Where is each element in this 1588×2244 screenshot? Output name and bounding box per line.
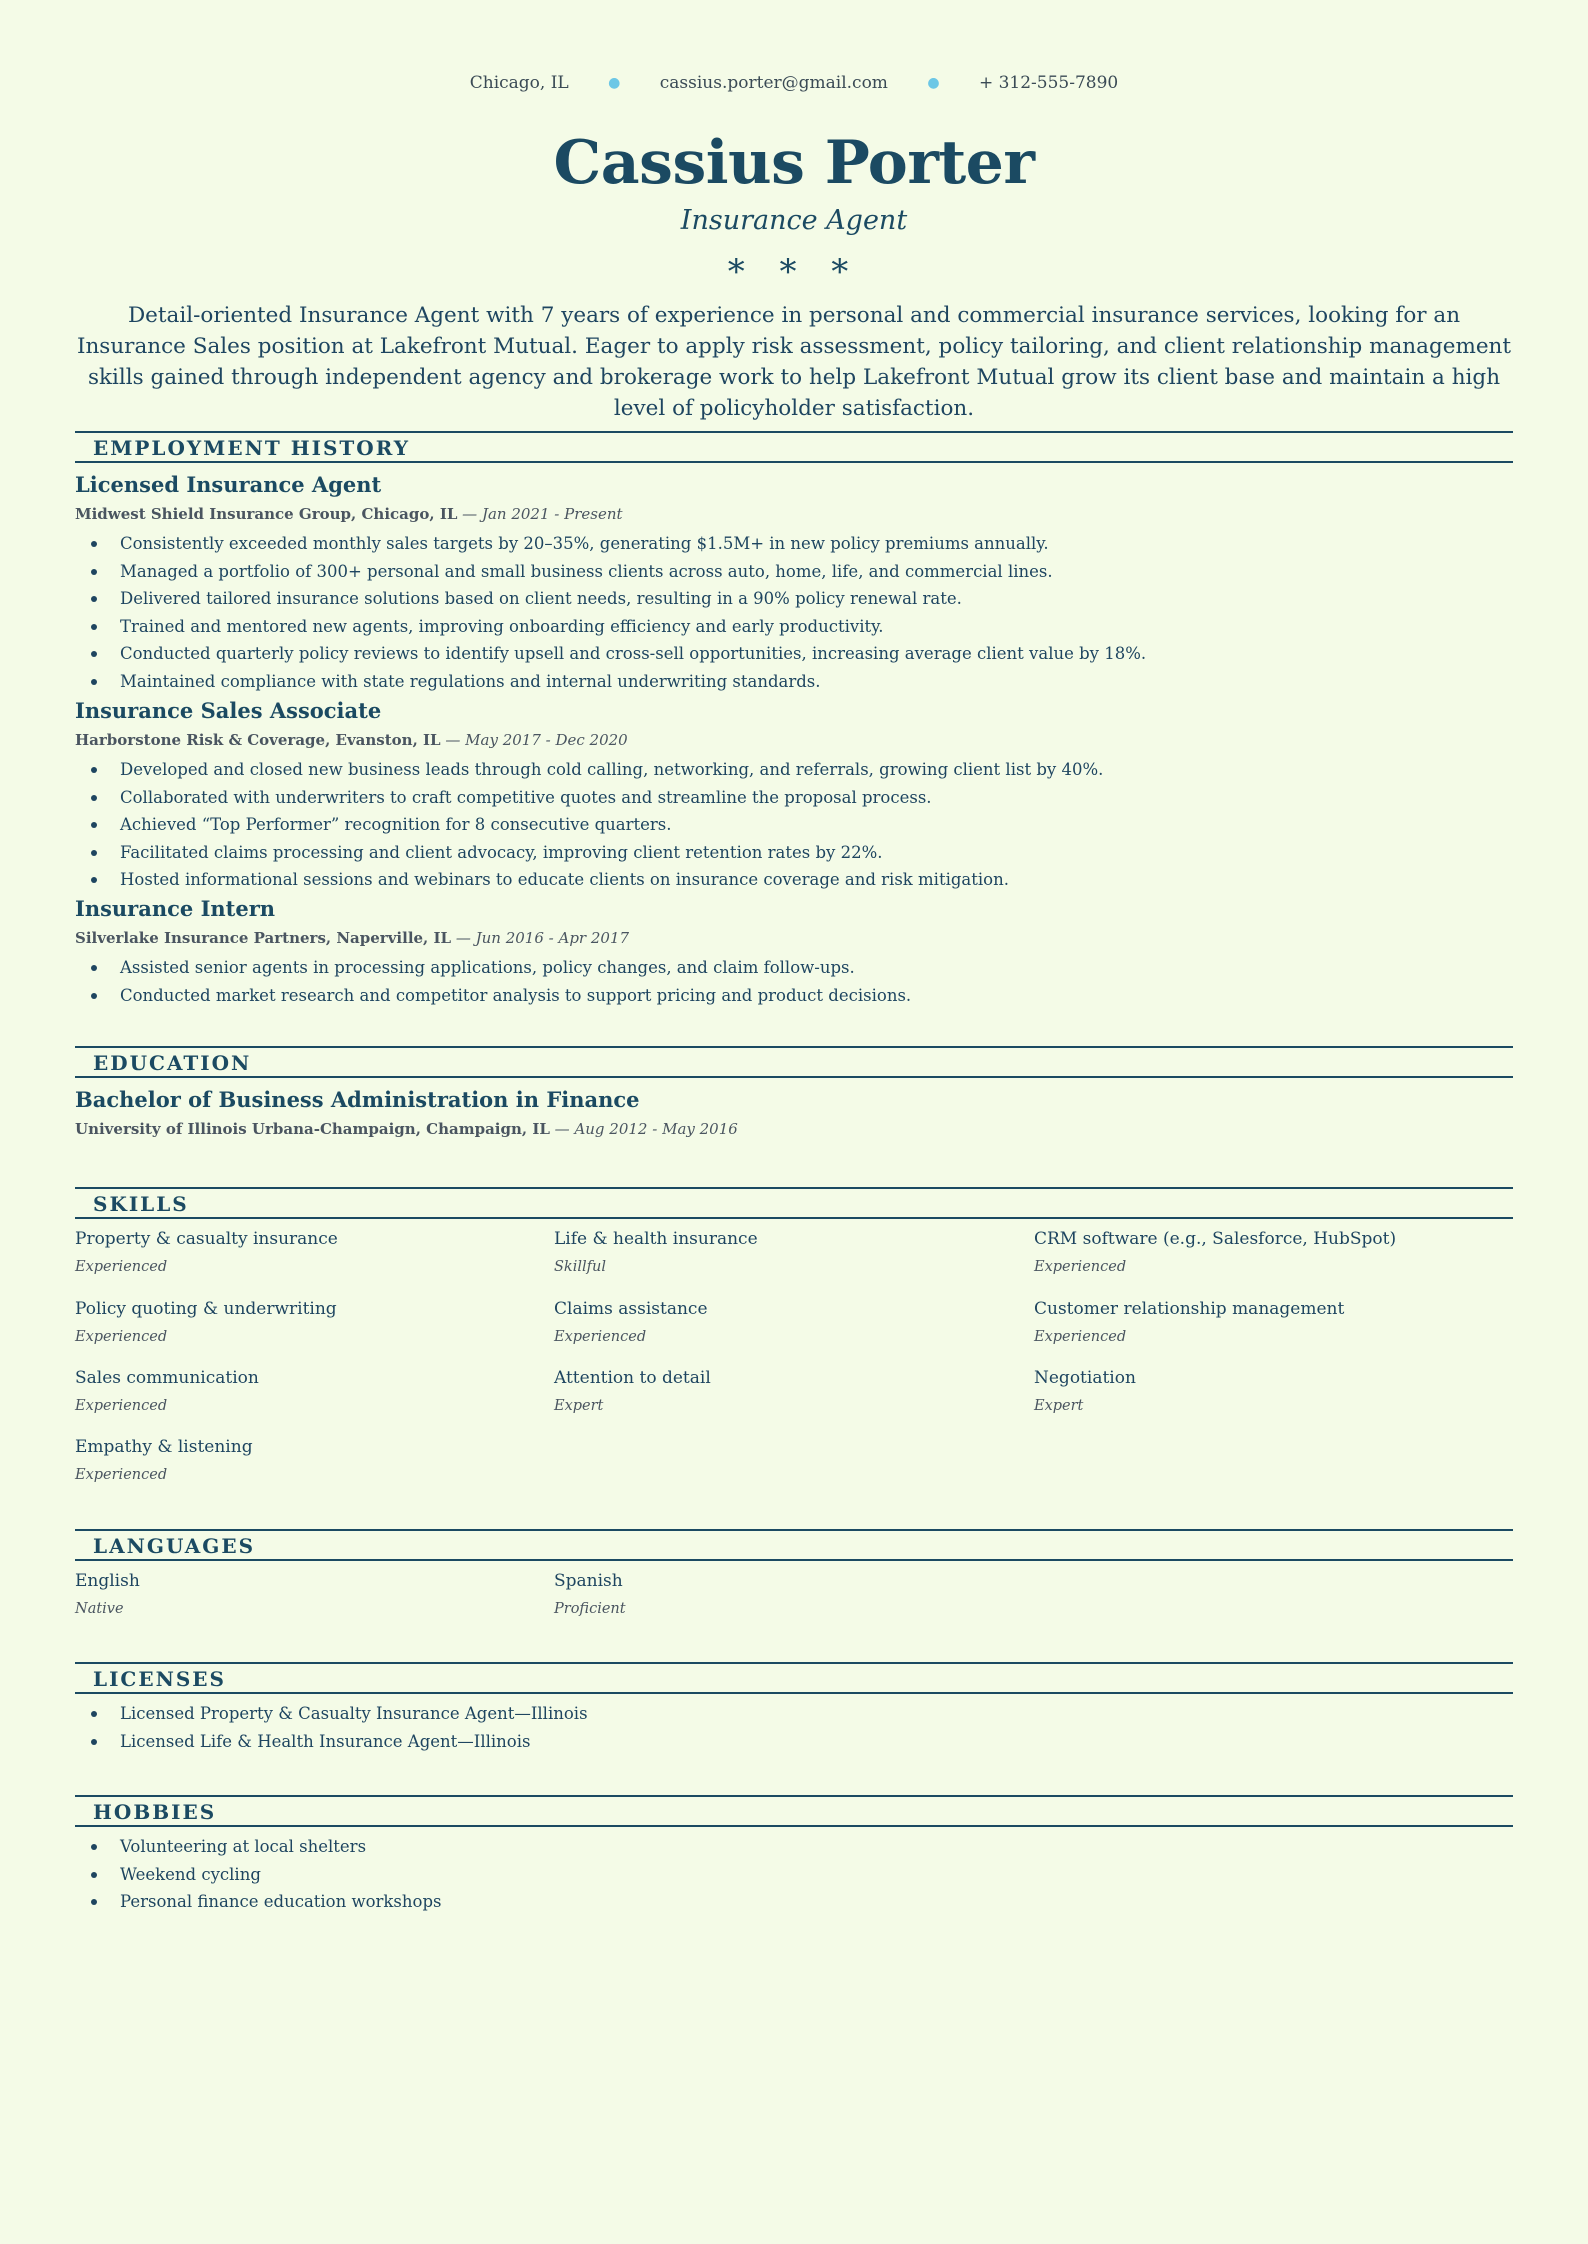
section-title: LICENSES <box>93 1667 226 1691</box>
candidate-name: Cassius Porter <box>553 128 1035 198</box>
section-header-employment <box>75 431 1513 463</box>
skill-item <box>1034 1299 1494 1345</box>
skill-item <box>75 1299 535 1345</box>
skill-item <box>75 1437 535 1483</box>
list-item: Conducted quarterly policy reviews to identify upsell and cross-sell opportunities, increasing average client value by 18%. <box>75 640 1146 668</box>
section-title: EMPLOYMENT HISTORY <box>93 436 410 460</box>
list-item: Facilitated claims processing and client advocacy, improving client retention rates by 22%. <box>75 839 1103 867</box>
list-item: Managed a portfolio of 300+ personal and small business clients across auto, home, life, and commercial lines. <box>75 558 1146 586</box>
section-header-languages <box>75 1529 1513 1561</box>
contact-bar <box>75 72 1513 93</box>
skill-level: Experienced <box>75 1398 168 1414</box>
job-dates: — Jan 2021 - Present <box>462 505 623 523</box>
section-title: SKILLS <box>93 1192 189 1216</box>
section-title: LANGUAGES <box>93 1534 256 1558</box>
job-company: Harborstone Risk & Coverage, Evanston, IL <box>75 731 441 749</box>
job-title: Insurance Intern <box>75 896 276 921</box>
skill-item <box>75 1368 535 1414</box>
job-company: Midwest Shield Insurance Group, Chicago, IL <box>75 505 458 523</box>
degree-title: Bachelor of Business Administration in Finance <box>75 1087 640 1112</box>
job-bullets <box>75 954 911 1009</box>
skill-level: Expert <box>1034 1398 1084 1414</box>
job-company: Silverlake Insurance Partners, Naperville, IL <box>75 929 452 947</box>
skill-name: Empathy & listening <box>75 1437 253 1457</box>
list-item: Collaborated with underwriters to craft competitive quotes and streamline the proposal process. <box>75 784 1103 812</box>
list-item: Achieved “Top Performer” recognition for 8 consecutive quarters. <box>75 811 1103 839</box>
skill-name: Property & casualty insurance <box>75 1229 338 1249</box>
section-header-hobbies <box>75 1795 1513 1827</box>
contact-email[interactable]: cassius.porter@gmail.com <box>659 72 888 93</box>
skill-name: Claims assistance <box>554 1299 708 1319</box>
list-item: Conducted market research and competitor analysis to support pricing and product decisions. <box>75 982 911 1010</box>
skill-item <box>1034 1368 1494 1414</box>
list-item: Personal finance education workshops <box>75 1888 442 1916</box>
job-meta <box>75 929 629 947</box>
skill-level: Experienced <box>1034 1329 1127 1345</box>
list-item: Delivered tailored insurance solutions based on client needs, resulting in a 90% policy renewal rate. <box>75 585 1146 613</box>
contact-phone[interactable]: + 312-555-7890 <box>978 72 1119 93</box>
list-item: Consistently exceeded monthly sales targets by 20–35%, generating $1.5M+ in new policy premiums annually. <box>75 530 1146 558</box>
skill-level: Experienced <box>75 1329 168 1345</box>
skill-level: Experienced <box>75 1259 168 1275</box>
job-title: Insurance Sales Associate <box>75 698 382 723</box>
candidate-title: Insurance Agent <box>680 205 908 236</box>
list-item: Licensed Life & Health Insurance Agent—Illinois <box>75 1728 588 1756</box>
skill-name: Life & health insurance <box>554 1229 758 1249</box>
list-item: Maintained compliance with state regulations and internal underwriting standards. <box>75 668 1146 696</box>
language-level: Native <box>75 1601 124 1617</box>
list-item: Trained and mentored new agents, improving onboarding efficiency and early productivity. <box>75 613 1146 641</box>
section-header-licenses <box>75 1662 1513 1694</box>
list-item: Volunteering at local shelters <box>75 1833 442 1861</box>
job-bullets <box>75 756 1103 894</box>
profile-summary: Detail-oriented Insurance Agent with 7 years of experience in personal and commercial insurance services, looking for an Insurance Sales position at Lakefront Mutual. Eager to apply risk assessment, policy tailoring, and client relationship management skills gained through independent agency and brokerage work to help Lakefront Mutual grow its client base and maintain a high level of policyholder satisfaction. <box>76 303 1512 421</box>
skill-level: Expert <box>554 1398 604 1414</box>
section-header-education <box>75 1046 1513 1078</box>
job-dates: — Jun 2016 - Apr 2017 <box>455 929 630 947</box>
skill-name: Sales communication <box>75 1368 259 1388</box>
licenses-list <box>75 1700 588 1755</box>
language-level: Proficient <box>554 1601 626 1617</box>
skill-name: Customer relationship management <box>1034 1299 1345 1319</box>
section-title: EDUCATION <box>93 1051 252 1075</box>
skill-item <box>75 1229 535 1275</box>
hobbies-list <box>75 1833 442 1916</box>
skill-item <box>554 1229 1014 1275</box>
section-title: HOBBIES <box>93 1800 217 1824</box>
section-header-skills <box>75 1187 1513 1219</box>
skill-level: Experienced <box>75 1467 168 1483</box>
skill-name: CRM software (e.g., Salesforce, HubSpot) <box>1034 1229 1397 1249</box>
job-meta <box>75 731 628 749</box>
skill-name: Negotiation <box>1034 1368 1136 1388</box>
job-dates: — May 2017 - Dec 2020 <box>445 731 628 749</box>
skill-level: Experienced <box>1034 1259 1127 1275</box>
education-dates: — Aug 2012 - May 2016 <box>554 1120 738 1138</box>
list-item: Developed and closed new business leads through cold calling, networking, and referrals, growing client list by 40%. <box>75 756 1103 784</box>
skill-level: Experienced <box>554 1329 647 1345</box>
list-item: Hosted informational sessions and webinars to educate clients on insurance coverage and risk mitigation. <box>75 866 1103 894</box>
skill-name: Policy quoting & underwriting <box>75 1299 337 1319</box>
job-title: Licensed Insurance Agent <box>75 472 382 497</box>
skill-item <box>554 1368 1014 1414</box>
language-item <box>554 1571 1014 1617</box>
skill-level: Skillful <box>554 1259 606 1275</box>
language-name: English <box>75 1571 140 1591</box>
language-item <box>75 1571 535 1617</box>
job-bullets <box>75 530 1146 695</box>
job-meta <box>75 505 623 523</box>
bullet-dot-icon: ● <box>927 74 940 91</box>
list-item: Assisted senior agents in processing applications, policy changes, and claim follow-ups. <box>75 954 911 982</box>
bullet-dot-icon: ● <box>608 74 621 91</box>
list-item: Licensed Property & Casualty Insurance Agent—Illinois <box>75 1700 588 1728</box>
language-name: Spanish <box>554 1571 623 1591</box>
contact-location: Chicago, IL <box>469 72 569 93</box>
skill-name: Attention to detail <box>554 1368 711 1388</box>
list-item: Weekend cycling <box>75 1861 442 1889</box>
school-name: University of Illinois Urbana-Champaign, Champaign, IL <box>75 1120 550 1138</box>
ornament-divider: * * * <box>727 252 861 292</box>
education-meta <box>75 1120 738 1138</box>
skill-item <box>1034 1229 1494 1275</box>
skill-item <box>554 1299 1014 1345</box>
